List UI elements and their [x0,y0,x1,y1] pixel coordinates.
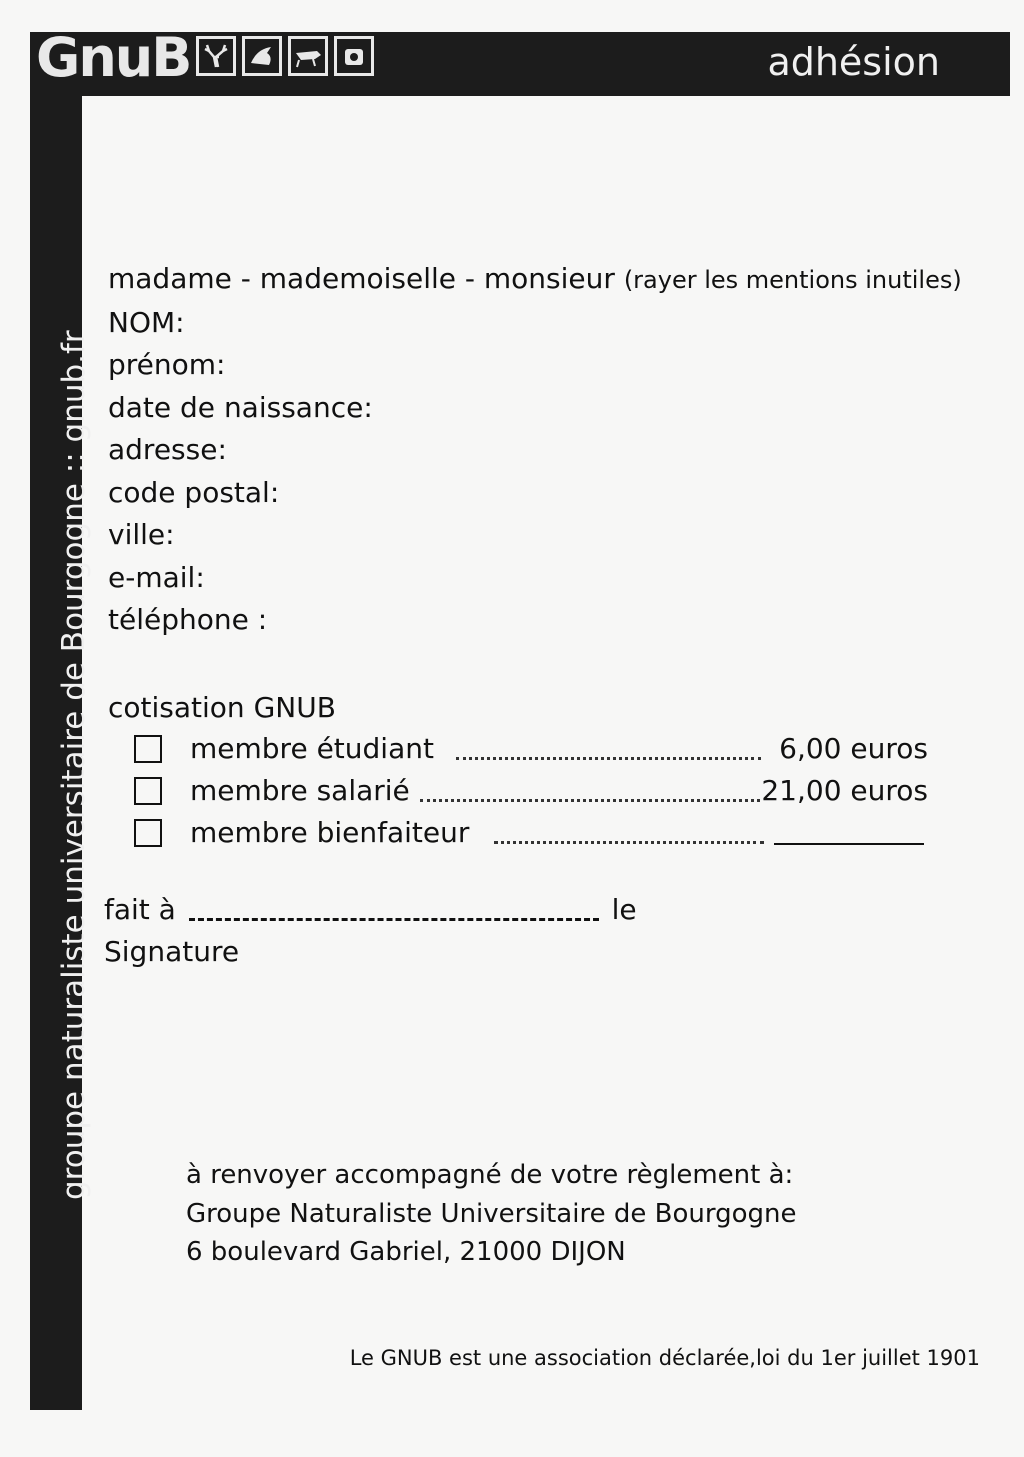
fish-icon [288,36,328,76]
field-code-postal[interactable]: code postal: [108,475,280,509]
fait-a-label: fait à [104,893,176,926]
salutation[interactable]: madame - mademoiselle - monsieur [108,262,615,295]
sidebar-text: groupe naturaliste universitaire de Bourgogne :: gnub.fr [56,330,92,1200]
dot-leader [420,787,760,802]
deer-icon [196,36,236,76]
field-telephone[interactable]: téléphone : [108,603,268,636]
fait-a-line [104,893,637,926]
dot-leader [494,829,764,844]
address-line: Groupe Naturaliste Universitaire de Bourgogne [186,1198,797,1229]
bird-icon [242,36,282,76]
cotisation-title: cotisation GNUB [108,690,336,724]
logo: GnuB [36,26,191,89]
option-label: membre étudiant [190,731,434,765]
dot-leader [456,745,761,760]
option-etudiant[interactable] [108,729,1008,771]
le-label: le [611,893,637,926]
field-date-naissance[interactable]: date de naissance: [108,390,373,424]
address-line: 6 boulevard Gabriel, 21000 DIJON [186,1237,626,1267]
logo-icons [196,36,374,76]
footer-legal: Le GNUB est une association déclarée,loi du 1er juillet 1901 [349,1346,980,1370]
checkbox-salarie[interactable] [134,777,162,805]
option-price: 6,00 euros [779,731,928,765]
address-line: à renvoyer accompagné de votre règlement à: [186,1160,794,1190]
field-nom[interactable]: NOM: [108,305,185,339]
checkbox-bienfaiteur[interactable] [134,819,162,847]
option-label: membre salarié [190,773,410,807]
page-title: adhésion [767,40,940,84]
field-adresse[interactable]: adresse: [108,433,227,466]
field-email[interactable]: e-mail: [108,560,205,594]
option-salarie[interactable] [108,771,1008,813]
field-ville[interactable]: ville: [108,518,175,551]
place-blank[interactable] [189,918,599,921]
salutation-note: (rayer les mentions inutiles) [623,266,962,294]
signature-label: Signature [104,935,240,968]
bug-icon [334,36,374,76]
checkbox-etudiant[interactable] [134,735,162,763]
return-address [186,1156,796,1272]
option-label: membre bienfaiteur [190,815,470,849]
salutation-line [108,258,1008,302]
amount-blank[interactable] [774,843,924,845]
field-prenom[interactable]: prénom: [108,348,226,381]
option-bienfaiteur[interactable] [108,813,1008,855]
member-form [108,258,1008,855]
option-price: 21,00 euros [761,773,928,807]
